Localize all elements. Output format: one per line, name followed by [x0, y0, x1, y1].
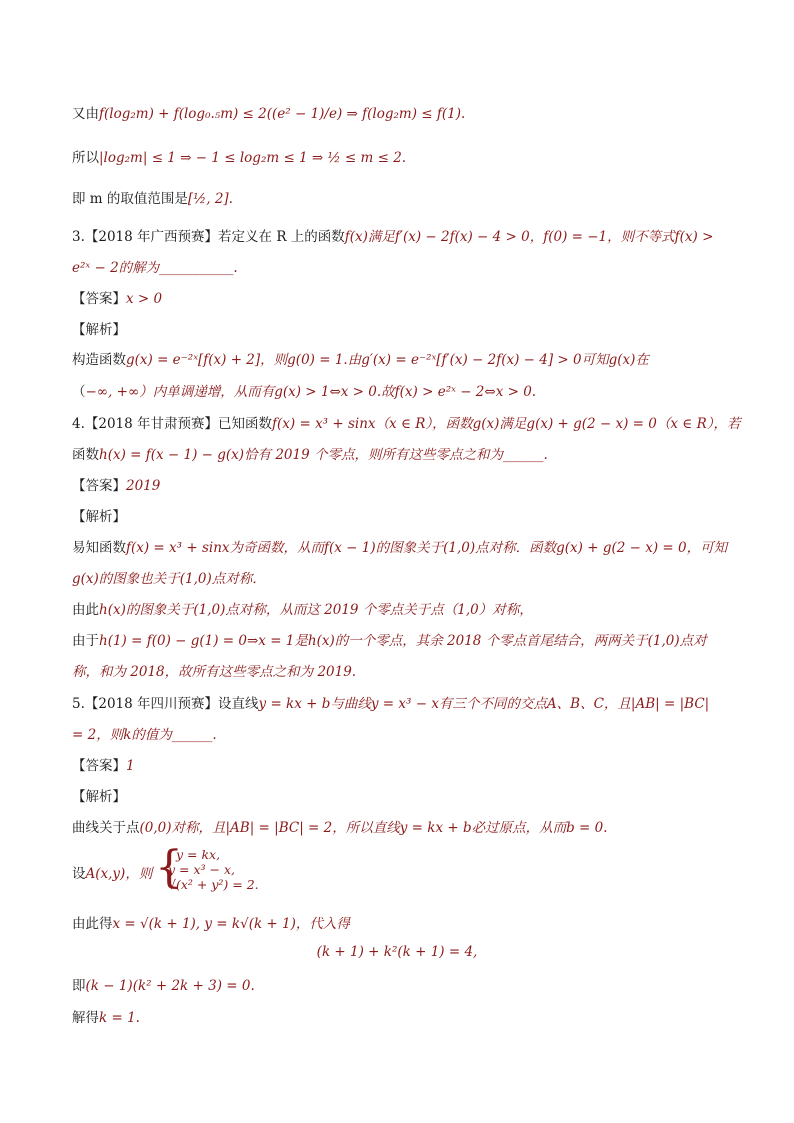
analysis-label: 【解析】 [72, 322, 126, 338]
text-line: 称，和为 2018，故所有这些零点之和为 2019. [72, 664, 357, 680]
question-5: 5.【2018 年四川预赛】设直线y = kx + b与曲线y = x³ − x有三个不同的交点A、B、C，且|AB| = |BC| [72, 696, 710, 712]
text-line: 由于h(1) = f(0) − g(1) = 0⇒x = 1是h(x)的一个零点，其余 2018 个零点首尾结合，两两关于(1,0)点对 [72, 633, 707, 649]
question-3: 3.【2018 年广西预赛】若定义在 R 上的函数f(x)满足f′(x) − 2f(x) − 4 > 0，f(0) = −1，则不等式f(x) > [72, 229, 714, 245]
display-equation: (k + 1) + k²(k + 1) = 4, [316, 944, 478, 960]
text-line: 由此h(x)的图象关于(1,0)点对称，从而这 2019 个零点关于点（1,0）对称， [72, 602, 533, 618]
left-brace-icon: { [155, 842, 183, 893]
system-row: y = x³ − x, [168, 862, 235, 877]
answer-label: 【答案】2019 [72, 478, 161, 494]
system-label: 设A(x,y)，则 [72, 866, 153, 882]
analysis-label: 【解析】 [72, 509, 126, 525]
analysis-label: 【解析】 [72, 789, 126, 805]
text-line: 解得k = 1. [72, 1010, 140, 1026]
text-line: = 2，则k的值为______. [72, 727, 217, 743]
question-4: 4.【2018 年甘肃预赛】已知函数f(x) = x³ + sinx（x ∈ R），函数g(x)满足g(x) + g(2 − x) = 0（x ∈ R），若 [72, 416, 741, 432]
text-line: 即 m 的取值范围是[½, 2]. [72, 191, 233, 207]
text-line: 构造函数g(x) = e⁻²ˣ[f(x) + 2]，则g(0) = 1.由g′(x) = e⁻²ˣ[f′(x) − 2f(x) − 4] > 0可知g(x)在 [72, 352, 649, 368]
answer-label: 【答案】x > 0 [72, 291, 163, 307]
text-line: 易知函数f(x) = x³ + sinx为奇函数，从而f(x − 1)的图象关于(1,0)点对称．函数g(x) + g(2 − x) = 0，可知 [72, 540, 728, 556]
text-line: 由此得x = √(k + 1), y = k√(k + 1)，代入得 [72, 916, 350, 932]
answer-label: 【答案】1 [72, 758, 135, 774]
system-row: y = kx, [176, 847, 221, 862]
text-line: 即(k − 1)(k² + 2k + 3) = 0. [72, 978, 255, 994]
text-line: 函数h(x) = f(x − 1) − g(x)恰有 2019 个零点，则所有这些零点之和为______. [72, 447, 548, 463]
text-line: e²ˣ − 2的解为___________. [72, 260, 238, 276]
text-line: 又由f(log₂m) + f(log₀.₅m) ≤ 2((e² − 1)/e) ⇒ f(log₂m) ≤ f(1). [72, 106, 466, 122]
text-line: 所以|log₂m| ≤ 1 ⇒ − 1 ≤ log₂m ≤ 1 ⇒ ½ ≤ m ≤ 2. [72, 150, 407, 166]
system-row: √(x² + y²) = 2. [168, 877, 259, 892]
text-line: 曲线关于点(0,0)对称，且|AB| = |BC| = 2，所以直线y = kx + b必过原点，从而b = 0. [72, 820, 608, 836]
text-line: g(x)的图象也关于(1,0)点对称． [72, 571, 266, 587]
text-line: （−∞, +∞）内单调递增，从而有g(x) > 1⇔x > 0.故f(x) > e²ˣ − 2⇔x > 0. [72, 384, 537, 400]
